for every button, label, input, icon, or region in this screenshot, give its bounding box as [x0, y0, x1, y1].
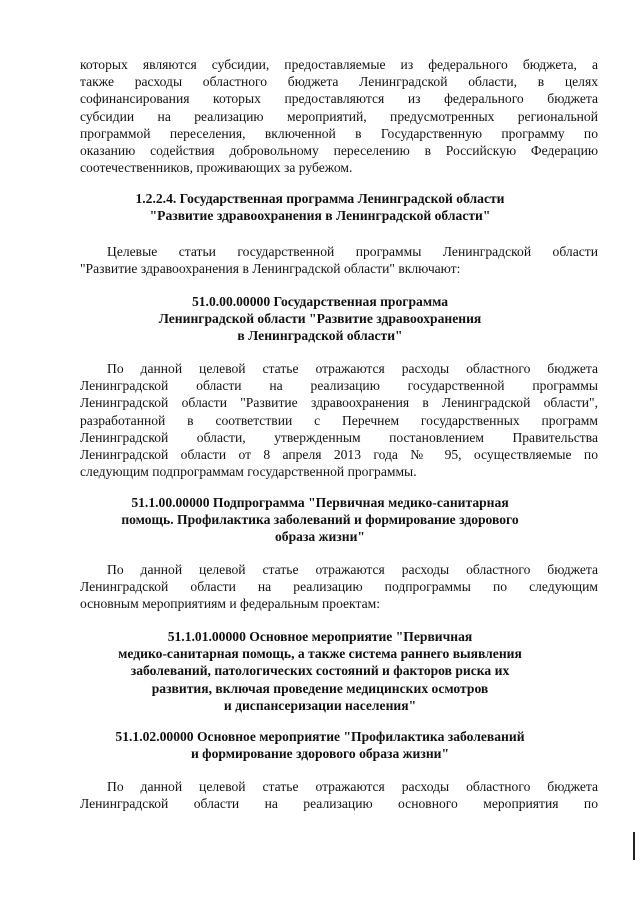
text-line: "Развитие здравоохранения в Ленинградской области" включают:	[80, 261, 461, 277]
text-line: По данной целевой статье отражаются расходы областного бюджета	[107, 361, 598, 376]
heading-line: и формирование здорового образа жизни"	[190, 746, 450, 762]
paragraph-51-1-00-00000	[80, 561, 598, 613]
heading-line: заболеваний, патологических состояний и факторов риска их	[130, 663, 510, 679]
text-line: субсидии на реализацию мероприятий, предусмотренных региональной	[80, 108, 598, 124]
heading-51-1-00-00000	[60, 494, 580, 546]
text-line: оказанию содействия добровольному переселению в Российскую Федерацию	[80, 143, 598, 159]
heading-line: 51.1.00.00000 Подпрограмма "Первичная медико-санитарная	[131, 495, 509, 510]
text-line: Ленинградской области на реализацию государственной программы	[80, 378, 598, 394]
heading-line: 51.0.00.00000 Государственная программа	[191, 294, 449, 309]
heading-line: Ленинградской области "Развитие здравоохранения	[158, 311, 482, 327]
heading-line: развития, включая проведение медицинских осмотров	[151, 680, 489, 696]
heading-1-2-2-4	[60, 190, 580, 224]
text-line: программой переселения, включенной в Государственную программу по	[80, 125, 598, 141]
paragraph-51-1-02-00000	[80, 778, 598, 812]
text-line: которых являются субсидии, предоставляемые из федерального бюджета, а	[80, 57, 598, 72]
paragraph-51-0-00-00000	[80, 360, 598, 480]
text-line: следующим подпрограммам государственной программы.	[80, 464, 417, 480]
text-line: соотечественников, проживающих за рубежом.	[80, 160, 353, 176]
text-line: софинансирования которых предоставляются из федерального бюджета	[80, 91, 598, 107]
text-line: По данной целевой статье отражаются расходы областного бюджета	[107, 562, 598, 577]
heading-line: медико-санитарная помощь, а также система раннего выявления	[118, 646, 522, 662]
heading-line: 51.1.01.00000 Основное мероприятие "Первичная	[167, 629, 473, 644]
text-line: Целевые статьи государственной программы Ленинградской области	[107, 244, 598, 259]
heading-51-1-02-00000	[60, 728, 580, 762]
text-line: основным мероприятиям и федеральным проектам:	[80, 596, 381, 612]
heading-line: 51.1.02.00000 Основное мероприятие "Профилактика заболеваний	[115, 729, 525, 744]
scan-edge-mark	[633, 832, 635, 860]
heading-line: в Ленинградской области"	[237, 328, 403, 344]
heading-line: и диспансеризации населения"	[223, 697, 417, 713]
paragraph-target-articles	[80, 243, 598, 277]
text-line: Ленинградской области "Развитие здравоохранения в Ленинградской области",	[80, 395, 598, 411]
text-line: Ленинградской области, утвержденным постановлением Правительства	[80, 429, 598, 445]
heading-line: помощь. Профилактика заболеваний и формирование здорового	[121, 512, 519, 528]
text-line: Ленинградской области на реализацию основного мероприятия по	[80, 796, 598, 812]
text-line: разработанной в соответствии с Перечнем государственных программ	[80, 412, 598, 428]
text-line: Ленинградской области на реализацию подпрограммы по следующим	[80, 579, 598, 595]
heading-line: "Развитие здравоохранения в Ленинградской области"	[149, 208, 491, 224]
paragraph-subsidies	[80, 56, 598, 176]
text-line: также расходы областного бюджета Ленинградской области, в целях	[80, 74, 598, 90]
heading-line: образа жизни"	[275, 529, 365, 545]
heading-51-1-01-00000	[60, 628, 580, 714]
heading-51-0-00-00000	[60, 293, 580, 345]
text-line: По данной целевой статье отражаются расходы областного бюджета	[107, 779, 598, 794]
heading-line: 1.2.2.4. Государственная программа Ленинградской области	[135, 191, 505, 206]
text-line: Ленинградской области от 8 апреля 2013 года № 95, осуществляемые по	[80, 447, 598, 463]
